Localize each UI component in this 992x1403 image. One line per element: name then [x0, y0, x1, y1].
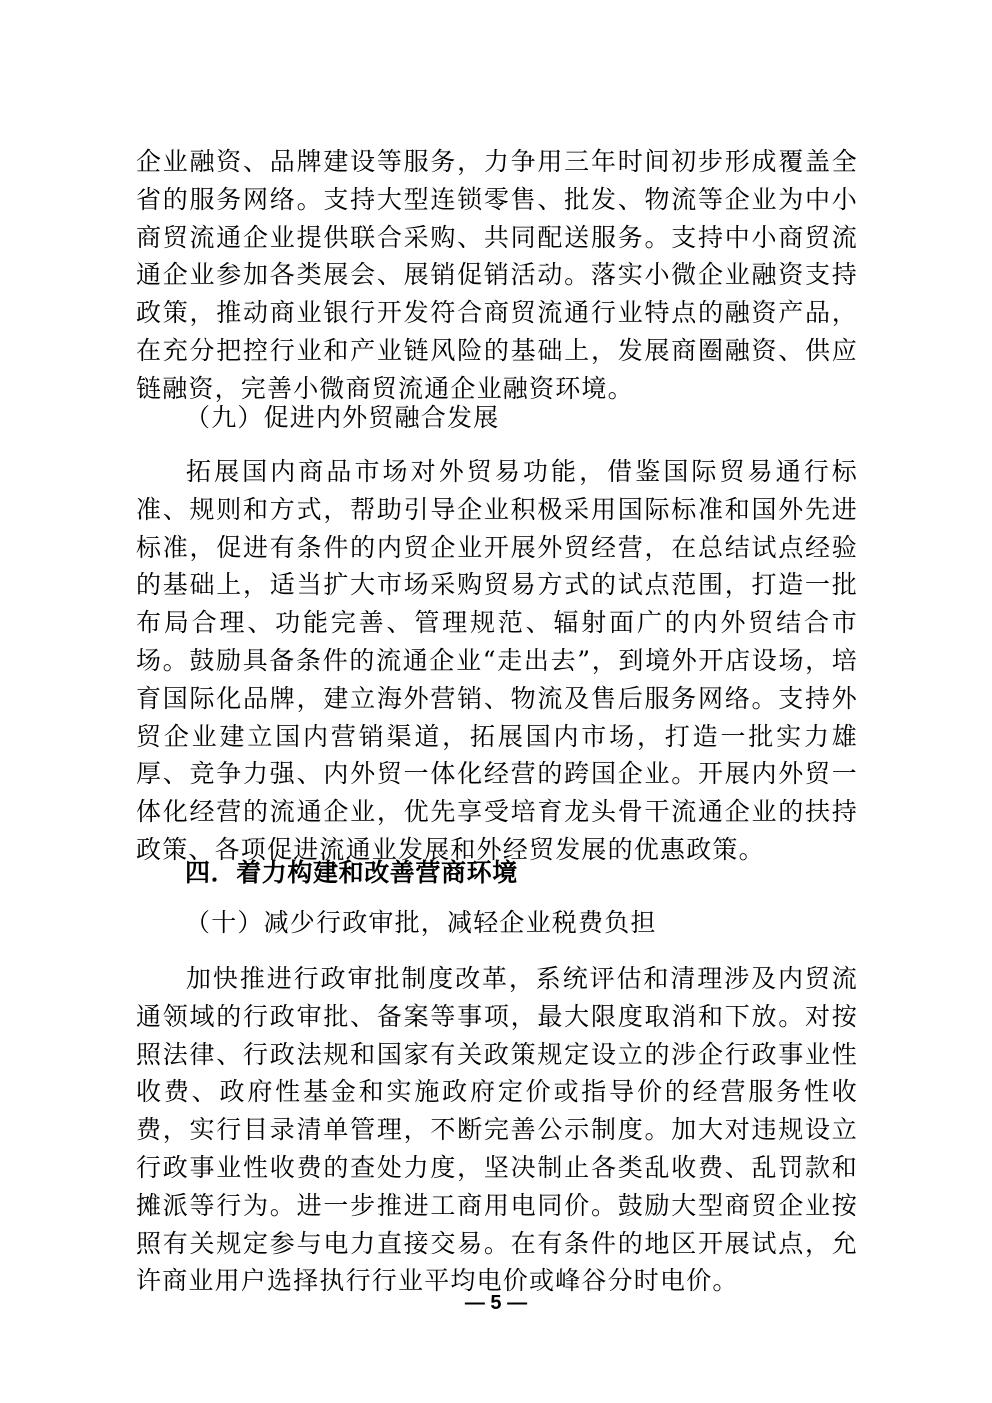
- subsection-heading-10: （十）减少行政审批，减轻企业税费负担: [185, 908, 657, 937]
- subsection-heading-9: （九）促进内外贸融合发展: [185, 403, 500, 432]
- paragraph-administrative-approval: 加快推进行政审批制度改革，系统评估和清理涉及内贸流通领域的行政审批、备案等事项，最大限度取消和下放。对按照法律、行政法规和国家有关政策规定设立的涉企行政事业性收费、政府性基金和实施政府定价或指导价的经营服务性收费，实行目录清单管理，不断完善公示制度。加大对违规设立行政事业性收费的查处力度，坚决制止各类乱收费、乱罚款和摊派等行为。进一步推进工商用电同价。鼓励大型商贸企业按照有关规定参与电力直接交易。在有条件的地区开展试点，允许商业用户选择执行行业平均电价或峰谷分时电价。: [136, 964, 858, 1296]
- section-heading-4: 四．着力构建和改善营商环境: [185, 858, 518, 887]
- page-number: — 5 —: [464, 1292, 528, 1314]
- paragraph-domestic-foreign-trade: 拓展国内商品市场对外贸易功能，借鉴国际贸易通行标准、规则和方式，帮助引导企业积极采用国际标准和国外先进标准，促进有条件的内贸企业开展外贸经营，在总结试点经验的基础上，适当扩大市场采购贸易方式的试点范围，打造一批布局合理、功能完善、管理规范、辐射面广的内外贸结合市场。鼓励具备条件的流通企业“走出去”，到境外开店设场，培育国际化品牌，建立海外营销、物流及售后服务网络。支持外贸企业建立国内营销渠道，拓展国内市场，打造一批实力雄厚、竞争力强、内外贸一体化经营的跨国企业。开展内外贸一体化经营的流通企业，优先享受培育龙头骨干流通企业的扶持政策、各项促进流通业发展和外经贸发展的优惠政策。: [136, 457, 858, 864]
- paragraph-financing-services: 企业融资、品牌建设等服务，力争用三年时间初步形成覆盖全省的服务网络。支持大型连锁零售、批发、物流等企业为中小商贸流通企业提供联合采购、共同配送服务。支持中小商贸流通企业参加各类展会、展销促销活动。落实小微企业融资支持政策，推动商业银行开发符合商贸流通行业特点的融资产品，在充分把控行业和产业链风险的基础上，发展商圈融资、供应链融资，完善小微商贸流通企业融资环境。: [136, 147, 858, 403]
